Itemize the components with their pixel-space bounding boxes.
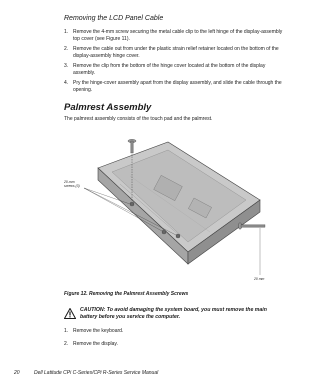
callout-screws-label-line1: 20-mm [64, 180, 75, 184]
manual-title: Dell Latitude CPi C-Series/CPi R-Series Service Manual [34, 370, 159, 376]
step-text: Remove the cable out from under the plastic strain relief retainer located on the bottom of the display-assembly hinge cover. [73, 46, 279, 59]
step-number: 3. [64, 63, 69, 69]
palmrest-illustration [60, 124, 280, 288]
palmrest-intro: The palmrest assembly consists of the touch pad and the palmrest. [64, 116, 213, 122]
step-text: Remove the 4-mm screw securing the metal cable clip to the left hinge of the display-assembly top cover (see Figure 11). [73, 29, 283, 42]
caution-text: CAUTION: To avoid damaging the system board, you must remove the main battery before you service the computer. [80, 307, 267, 320]
screw-icon [162, 230, 166, 234]
caution-icon [64, 306, 76, 317]
palmrest-figure [60, 124, 280, 288]
page-number: 20 [14, 370, 20, 376]
step-number: 2. [64, 341, 69, 347]
figure-caption: Figure 12. Removing the Palmrest Assembly Screws [64, 291, 189, 297]
section-heading: Removing the LCD Panel Cable [64, 15, 164, 22]
step-number: 4. [64, 80, 69, 86]
callout-long-screw-label: 20 mm [254, 277, 265, 281]
step-text: Remove the keyboard. [73, 328, 124, 334]
step-number: 2. [64, 46, 69, 52]
step-number: 1. [64, 29, 69, 35]
screw-icon [176, 234, 180, 238]
page-footer [14, 370, 158, 376]
step-text: Pry the hinge-cover assembly apart from the display assembly, and slide the cable through the opening. [73, 80, 282, 93]
computer-base [98, 142, 260, 264]
screw-icon [130, 202, 134, 206]
callout-screws-label-line2: screws (3) [64, 184, 80, 188]
step-number: 1. [64, 328, 69, 334]
step-text: Remove the clip from the bottom of the hinge cover located at the bottom of the display assembly. [73, 63, 266, 76]
palmrest-heading: Palmrest Assembly [64, 102, 152, 113]
step-text: Remove the display. [73, 341, 118, 347]
